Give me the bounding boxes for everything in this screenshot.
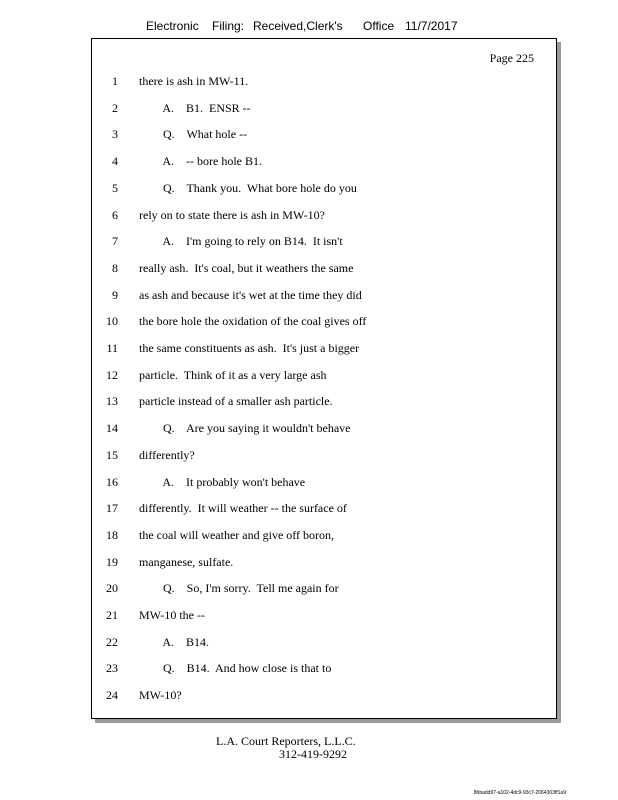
- line-text: particle. Think of it as a very large ash: [139, 367, 327, 382]
- transcript-line: [92, 101, 556, 119]
- filing-stamp-filing: Filing:: [212, 19, 245, 33]
- line-text: A. B1. ENSR --: [139, 100, 251, 115]
- line-number: 17: [106, 501, 118, 516]
- transcript-line: [92, 181, 556, 199]
- line-text: differently?: [139, 447, 195, 462]
- line-text: A. It probably won't behave: [139, 474, 306, 489]
- line-text: Q. What hole --: [139, 127, 248, 142]
- transcript-line: [92, 635, 556, 653]
- transcript-line: [92, 581, 556, 599]
- line-number: 20: [106, 581, 118, 596]
- line-text: the coal will weather and give off boron,: [139, 527, 335, 542]
- line-number: 12: [106, 367, 118, 382]
- transcript-line: [92, 127, 556, 145]
- line-text: the bore hole the oxidation of the coal gives off: [139, 314, 367, 329]
- line-text: A. B14.: [139, 634, 210, 649]
- reporter-phone: 312-419-9292: [279, 747, 347, 761]
- filing-stamp-received: Received,Clerk's: [253, 19, 343, 33]
- line-number: 21: [106, 608, 118, 622]
- filing-stamp-date: 11/7/2017: [405, 19, 458, 33]
- filing-stamp-electronic: Electronic: [146, 19, 199, 33]
- line-number: 1: [112, 74, 118, 88]
- transcript-line: [92, 448, 556, 466]
- line-text: differently. It will weather -- the surface of: [139, 501, 347, 516]
- line-text: Q. So, I'm sorry. Tell me again for: [139, 581, 339, 596]
- line-text: MW-10?: [139, 688, 182, 703]
- transcript-line: [92, 661, 556, 679]
- line-number: 16: [106, 474, 118, 489]
- transcript-line: [92, 234, 556, 252]
- line-number: 24: [106, 688, 118, 703]
- line-number: 19: [106, 554, 118, 569]
- line-number: 2: [112, 100, 118, 115]
- transcript-line: [92, 288, 556, 306]
- line-number: 15: [106, 447, 118, 462]
- transcript-line: [92, 475, 556, 493]
- line-number: 18: [106, 527, 118, 542]
- transcript-line: [92, 528, 556, 546]
- transcript-line: [92, 208, 556, 226]
- transcript-line: [92, 421, 556, 439]
- transcript-line: [92, 555, 556, 573]
- line-text: as ash and because it's wet at the time they did: [139, 287, 362, 302]
- line-number: 7: [112, 234, 118, 249]
- transcript-line: [92, 341, 556, 359]
- transcript-line: [92, 314, 556, 332]
- page-number: Page 225: [489, 51, 534, 65]
- line-text: A. I'm going to rely on B14. It isn't: [139, 234, 343, 249]
- line-number: 5: [112, 180, 118, 195]
- line-text: Q. Are you saying it wouldn't behave: [139, 421, 351, 436]
- line-number: 13: [106, 394, 118, 409]
- line-number: 3: [112, 127, 118, 142]
- line-text: A. -- bore hole B1.: [139, 154, 262, 169]
- line-text: the same constituents as ash. It's just a bigger: [139, 341, 360, 355]
- transcript-line: [92, 74, 556, 92]
- transcript-line: [92, 394, 556, 412]
- reporter-company: L.A. Court Reporters, L.L.C.: [216, 734, 356, 748]
- transcript-line: [92, 368, 556, 386]
- line-text: MW-10 the --: [139, 608, 205, 622]
- line-number: 8: [112, 260, 118, 275]
- transcript-line: [92, 608, 556, 626]
- line-number: 14: [106, 421, 118, 436]
- transcript-line: [92, 501, 556, 519]
- line-number: 6: [112, 207, 118, 222]
- line-number: 23: [106, 661, 118, 676]
- line-text: Q. B14. And how close is that to: [139, 661, 332, 676]
- transcript-line: [92, 154, 556, 172]
- line-text: manganese, sulfate.: [139, 554, 234, 569]
- line-text: there is ash in MW-11.: [139, 74, 249, 88]
- document-hash: 8bbadd97-a102-4dc9-93c7-2064303ff1a9: [473, 790, 566, 796]
- transcript-line: [92, 688, 556, 706]
- line-number: 4: [112, 154, 118, 169]
- line-text: really ash. It's coal, but it weathers the same: [139, 260, 354, 275]
- line-number: 22: [106, 634, 118, 649]
- filing-stamp: [0, 19, 618, 35]
- line-number: 11: [106, 341, 118, 355]
- line-number: 10: [106, 314, 118, 329]
- line-number: 9: [112, 287, 118, 302]
- line-text: Q. Thank you. What bore hole do you: [139, 180, 357, 195]
- transcript-page: [91, 38, 557, 719]
- line-text: particle instead of a smaller ash particle.: [139, 394, 333, 409]
- line-text: rely on to state there is ash in MW-10?: [139, 207, 325, 222]
- transcript-line: [92, 261, 556, 279]
- filing-stamp-office: Office: [363, 19, 395, 33]
